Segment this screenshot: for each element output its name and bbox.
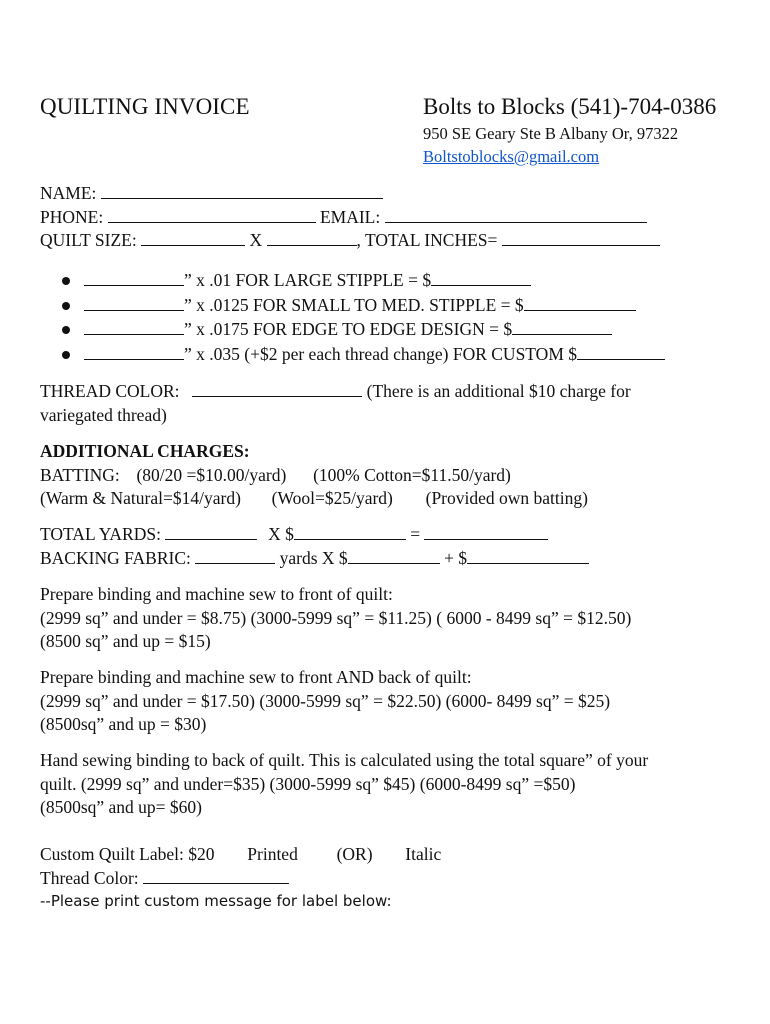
equals-label: =: [410, 524, 421, 544]
yards-times-label: yards X $: [279, 547, 348, 568]
size-x: X: [249, 230, 263, 250]
times-label: X $: [268, 524, 294, 544]
list-item: [62, 317, 665, 342]
additional-charges-heading: ADDITIONAL CHARGES:: [40, 441, 250, 461]
binding-both-section: [40, 666, 730, 737]
amount-field[interactable]: [512, 320, 612, 335]
hand-sewing-prices-cont: (8500sq” and up= $60): [40, 797, 202, 817]
bullet-icon: [62, 302, 70, 310]
batting-option: (Wool=$25/yard): [271, 488, 393, 508]
stitch-option-large-stipple: ” x .01 FOR LARGE STIPPLE = $: [184, 270, 432, 290]
stitch-option-small-stipple: ” x .0125 FOR SMALL TO MED. STIPPLE = $: [184, 294, 524, 315]
hand-sewing-prices: quilt. (2999 sq” and under=$35) (3000-5999 sq” $45) (6000-8499 sq” =$50): [40, 773, 576, 794]
name-row: [40, 182, 730, 206]
or-label: (OR): [336, 844, 373, 864]
custom-label-price: Custom Quilt Label: $20: [40, 844, 215, 864]
binding-front-prices: (2999 sq” and under = $8.75) (3000-5999 sq” = $11.25) ( 6000 - 8499 sq” = $12.50): [40, 607, 632, 628]
binding-front-prices-cont: (8500 sq” and up = $15): [40, 631, 211, 651]
total-inches-label: , TOTAL INCHES=: [356, 230, 498, 250]
bullet-icon: [62, 326, 70, 334]
batting-label: BATTING:: [40, 464, 120, 485]
amount-field[interactable]: [431, 271, 531, 286]
inches-field[interactable]: [84, 296, 184, 311]
inches-field[interactable]: [84, 320, 184, 335]
binding-front-section: [40, 583, 730, 654]
batting-row-2: [40, 487, 730, 511]
email-field[interactable]: [385, 208, 647, 223]
stitch-options-list: [62, 268, 665, 366]
additional-charges: [40, 440, 730, 511]
batting-option: (80/20 =$10.00/yard): [136, 464, 287, 485]
custom-label-section: [40, 843, 730, 914]
thread-color-label: THREAD COLOR:: [40, 381, 180, 401]
quilt-size-label: QUILT SIZE:: [40, 230, 137, 250]
batting-option: (Provided own batting): [425, 488, 588, 508]
name-label: NAME:: [40, 183, 97, 203]
inches-field[interactable]: [84, 271, 184, 286]
label-instruction: --Please print custom message for label below:: [40, 892, 392, 910]
customer-info: [40, 182, 730, 253]
amount-field[interactable]: [524, 296, 636, 311]
batting-row-1: [40, 464, 730, 488]
backing-label: BACKING FABRIC:: [40, 547, 191, 568]
page-title: QUILTING INVOICE: [40, 94, 250, 119]
amount-field[interactable]: [577, 345, 665, 360]
stitch-option-custom: ” x .035 (+$2 per each thread change) FOR CUSTOM $: [184, 343, 577, 364]
list-item: [62, 293, 665, 318]
backing-yards-field[interactable]: [195, 549, 275, 564]
plus-label: + $: [444, 547, 468, 568]
phone-row: [40, 206, 730, 230]
list-item: [62, 268, 665, 293]
backing-price-field[interactable]: [348, 549, 440, 564]
list-item: [62, 342, 665, 367]
backing-row: [40, 547, 730, 571]
label-thread-color-field[interactable]: [143, 869, 289, 884]
quilt-size-row: [40, 229, 730, 253]
binding-both-heading: Prepare binding and machine sew to front AND back of quilt:: [40, 667, 472, 687]
total-yards-row: [40, 523, 730, 547]
label-thread-color-label: Thread Color:: [40, 867, 139, 888]
thread-color-field[interactable]: [192, 382, 362, 397]
custom-label-row: [40, 843, 730, 867]
phone-field[interactable]: [108, 208, 316, 223]
thread-color-section: [40, 380, 730, 427]
quilt-width-field[interactable]: [141, 231, 245, 246]
total-yards-field[interactable]: [165, 525, 257, 540]
quilt-length-field[interactable]: [267, 231, 357, 246]
binding-front-heading: Prepare binding and machine sew to front of quilt:: [40, 584, 393, 604]
yards-total-field[interactable]: [424, 525, 548, 540]
italic-option[interactable]: Italic: [405, 844, 442, 864]
stitch-option-edge-to-edge: ” x .0175 FOR EDGE TO EDGE DESIGN = $: [184, 319, 513, 339]
yardage-section: [40, 523, 730, 570]
business-address: 950 SE Geary Ste B Albany Or, 97322: [423, 124, 679, 143]
backing-total-field[interactable]: [467, 549, 589, 564]
batting-option: (Warm & Natural=$14/yard): [40, 488, 241, 508]
hand-sewing-description: Hand sewing binding to back of quilt. This is calculated using the total square” of your: [40, 750, 649, 770]
hand-sewing-section: [40, 749, 730, 820]
printed-option[interactable]: Printed: [247, 844, 298, 864]
binding-both-prices: (2999 sq” and under = $17.50) (3000-5999 sq” = $22.50) (6000- 8499 sq” = $25): [40, 690, 611, 711]
email-label: EMAIL:: [319, 206, 381, 227]
price-per-yard-field[interactable]: [294, 525, 406, 540]
business-email-link[interactable]: Boltstoblocks@gmail.com: [423, 147, 600, 166]
binding-both-prices-cont: (8500sq” and up = $30): [40, 714, 207, 734]
bullet-icon: [62, 277, 70, 285]
total-inches-field[interactable]: [502, 231, 660, 246]
label-thread-row: [40, 867, 730, 891]
total-yards-label: TOTAL YARDS:: [40, 524, 161, 544]
inches-field[interactable]: [84, 345, 184, 360]
phone-label: PHONE:: [40, 206, 104, 227]
thread-note: (There is an additional $10 charge for: [366, 381, 631, 401]
bullet-icon: [62, 351, 70, 359]
name-field[interactable]: [101, 184, 383, 199]
business-name-phone: Bolts to Blocks (541)-704-0386: [423, 94, 717, 119]
batting-option: (100% Cotton=$11.50/yard): [313, 464, 511, 485]
thread-note-cont: variegated thread): [40, 404, 167, 425]
